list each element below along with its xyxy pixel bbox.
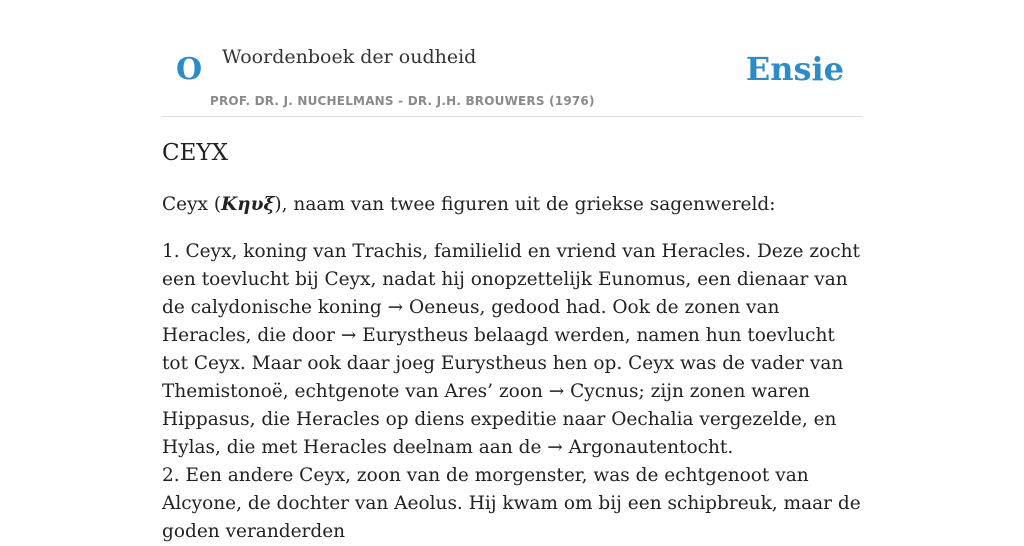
p1-text-5: . bbox=[727, 437, 734, 458]
entry-paragraph-2: 2. Een andere Ceyx, zoon van de morgenster, was de echtgenoot van Alcyone, de dochter van Aeolus. Hij kwam om bij een schipbreuk, maar de goden veranderden bbox=[162, 465, 861, 542]
entry-content bbox=[162, 191, 862, 546]
header bbox=[162, 0, 862, 117]
dictionary-authors: PROF. DR. J. NUCHELMANS - DR. J.H. BROUWERS (1976) bbox=[210, 94, 595, 108]
xref-oeneus[interactable]: → Oeneus bbox=[387, 297, 480, 318]
xref-argonautentocht[interactable]: → Argonautentocht bbox=[547, 437, 728, 458]
xref-cycnus[interactable]: → Cycnus bbox=[548, 381, 639, 402]
entry-paragraph-1 bbox=[162, 238, 862, 462]
index-letter[interactable]: O bbox=[176, 52, 203, 87]
entry-headword: CEYX bbox=[162, 140, 228, 166]
dictionary-title[interactable]: Woordenboek der oudheid bbox=[222, 46, 477, 68]
intro-text-after: ), naam van twee figuren uit de griekse sagenwereld: bbox=[274, 194, 776, 215]
ensie-logo[interactable]: Ensie bbox=[745, 50, 844, 88]
p1-text-1: 1. Ceyx, koning van Trachis, familielid en vriend van Heracles. Deze zocht een toevlucht bij Ceyx, nadat hij onopzettelijk Eunomus, een dienaar van de calydonische koning bbox=[162, 241, 860, 318]
xref-eurystheus[interactable]: → Eurystheus bbox=[340, 325, 469, 346]
greek-name: Κηυξ bbox=[221, 194, 275, 215]
p1-text-4: ; zijn zonen waren Hippasus, die Heracles op diens expeditie naar Oechalia vergezelde, en Hylas, die met Heracles deelnam aan de bbox=[162, 381, 837, 458]
p1-text-2: , gedood had. Ook de zonen van Heracles, die door bbox=[162, 297, 780, 346]
entry-intro bbox=[162, 191, 862, 219]
page bbox=[162, 0, 862, 542]
intro-text-before: Ceyx ( bbox=[162, 194, 222, 215]
p1-text-3: belaagd werden, namen hun toevlucht tot Ceyx. Maar ook daar joeg Eurystheus hen op. Ceyx was de vader van Themistonoë, echtgenote van Ares’ zoon bbox=[162, 325, 844, 402]
